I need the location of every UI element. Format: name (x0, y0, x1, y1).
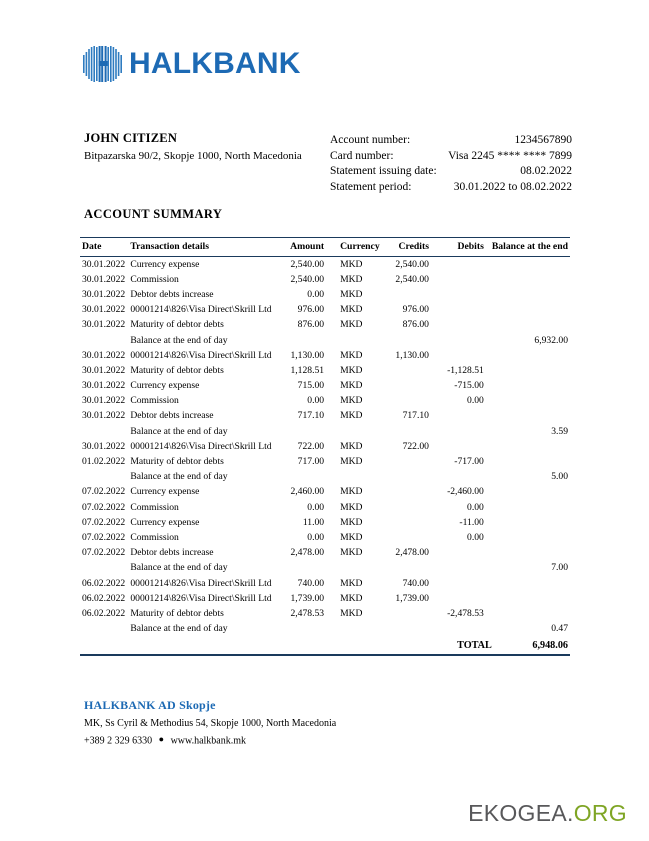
cell-debits (435, 424, 492, 439)
balance-end-of-day-row (80, 560, 570, 575)
balance-end-of-day-row (80, 469, 570, 484)
cell-date (80, 560, 130, 575)
footer-bank-name: HALKBANK AD Skopje (84, 698, 216, 712)
cell-currency (334, 424, 384, 439)
card-number-label: Card number: (330, 149, 394, 162)
cell-balance (492, 530, 570, 545)
cell-balance (492, 378, 570, 393)
cell-credits: 1,130.00 (395, 349, 429, 361)
cell-date: 30.01.2022 (82, 364, 126, 376)
table-row (80, 515, 570, 530)
column-header-date: Date (80, 238, 130, 257)
table-row (80, 439, 570, 454)
footer-address: MK, Ss Cyril & Methodius 54, Skopje 1000, North Macedonia (84, 718, 337, 729)
column-header-details: Transaction details (130, 238, 276, 257)
cell-details: Maturity of debtor debts (130, 456, 224, 468)
table-row (80, 348, 570, 363)
table-row (80, 606, 570, 621)
account-info-row (330, 180, 572, 196)
cell-amount: 2,460.00 (290, 486, 325, 498)
cell-date: 30.01.2022 (82, 258, 126, 270)
account-number-value: 1234567890 (514, 134, 572, 146)
bank-logo (83, 46, 301, 82)
cell-details: Balance at the end of day (130, 425, 228, 437)
table-row (80, 408, 570, 423)
cell-date: 30.01.2022 (82, 304, 126, 316)
cell-currency: MKD (340, 501, 363, 513)
cell-credits (384, 560, 435, 575)
cell-credits (384, 530, 435, 545)
table-total-row (80, 636, 570, 654)
cell-credits (384, 378, 435, 393)
cell-credits: 740.00 (402, 577, 429, 589)
cell-credits (384, 424, 435, 439)
cell-amount: 11.00 (302, 516, 325, 528)
cell-date: 07.02.2022 (82, 501, 126, 513)
cell-currency: MKD (340, 440, 363, 452)
cell-credits (384, 363, 435, 378)
cell-balance (492, 302, 570, 317)
cell-date: 07.02.2022 (82, 531, 126, 543)
cell-balance: 5.00 (551, 471, 568, 483)
cell-amount: 876.00 (297, 319, 325, 331)
cell-credits: 722.00 (402, 440, 429, 452)
cell-debits: 0.00 (467, 501, 484, 513)
cell-date: 07.02.2022 (82, 516, 126, 528)
cell-debits (435, 575, 492, 590)
cell-balance (492, 408, 570, 423)
cell-debits: 0.00 (467, 395, 484, 407)
cell-debits (435, 272, 492, 287)
cell-date: 07.02.2022 (82, 486, 126, 498)
issuing-date-label: Statement issuing date: (330, 165, 437, 178)
issuing-date-value: 08.02.2022 (520, 165, 572, 178)
cell-date: 30.01.2022 (82, 319, 126, 331)
footer-phone: +389 2 329 6330 (84, 735, 153, 747)
cell-date: 30.01.2022 (82, 349, 126, 361)
account-info-block (330, 133, 572, 195)
account-summary-table (80, 237, 570, 654)
cell-amount (277, 424, 334, 439)
cell-debits: -715.00 (454, 380, 484, 392)
bullet-separator-icon: ● (158, 734, 165, 744)
cell-currency (334, 332, 384, 347)
cell-debits (435, 348, 492, 363)
cell-currency: MKD (340, 410, 363, 422)
cell-currency: MKD (340, 456, 363, 468)
cell-credits (384, 287, 435, 302)
cell-debits (435, 287, 492, 302)
column-header-currency: Currency (334, 238, 384, 257)
account-info-row (330, 149, 572, 165)
cell-date: 30.01.2022 (82, 395, 126, 407)
cell-amount: 740.00 (297, 577, 325, 589)
cell-amount: 976.00 (297, 304, 325, 316)
card-number-value: Visa 2245 **** **** 7899 (448, 149, 572, 162)
cell-balance (492, 575, 570, 590)
cell-debits: 0.00 (467, 531, 484, 543)
cell-credits (384, 469, 435, 484)
customer-name: JOHN CITIZEN (84, 131, 178, 145)
cell-amount: 1,130.00 (290, 349, 325, 361)
cell-date: 30.01.2022 (82, 380, 126, 392)
cell-credits: 876.00 (402, 319, 429, 331)
cell-currency: MKD (340, 288, 363, 300)
cell-amount: 715.00 (297, 380, 325, 392)
table-row (80, 545, 570, 560)
cell-currency: MKD (340, 577, 363, 589)
cell-debits (435, 439, 492, 454)
cell-balance (492, 272, 570, 287)
cell-currency: MKD (340, 607, 363, 619)
table-row (80, 393, 570, 408)
cell-credits: 717.10 (402, 410, 429, 422)
cell-details: Maturity of debtor debts (130, 607, 224, 619)
cell-debits (435, 332, 492, 347)
balance-end-of-day-row (80, 621, 570, 636)
cell-date: 07.02.2022 (82, 547, 126, 559)
page-title: ACCOUNT SUMMARY (84, 207, 223, 221)
cell-balance (492, 348, 570, 363)
cell-debits (435, 408, 492, 423)
watermark-primary: EKOGEA. (468, 800, 574, 826)
halkbank-h-mark-icon (83, 46, 123, 82)
table-row (80, 272, 570, 287)
cell-amount: 1,128.51 (290, 364, 325, 376)
cell-details: 00001214\826\Visa Direct\Skrill Ltd (130, 592, 272, 604)
cell-date (80, 332, 130, 347)
table-row (80, 378, 570, 393)
cell-details: 00001214\826\Visa Direct\Skrill Ltd (130, 440, 272, 452)
cell-details: Balance at the end of day (130, 562, 228, 574)
cell-credits (384, 332, 435, 347)
cell-currency: MKD (340, 531, 363, 543)
cell-debits: -1,128.51 (447, 364, 484, 376)
table-bottom-rule (80, 654, 570, 656)
cell-credits (384, 621, 435, 636)
cell-balance (492, 545, 570, 560)
customer-block (84, 131, 334, 162)
cell-amount: 717.00 (297, 456, 325, 468)
cell-balance: 0.47 (551, 623, 568, 635)
cell-credits (384, 454, 435, 469)
cell-amount: 2,540.00 (290, 258, 325, 270)
cell-credits (384, 484, 435, 499)
cell-details: Currency expense (130, 380, 200, 392)
cell-details: 00001214\826\Visa Direct\Skrill Ltd (130, 577, 272, 589)
bank-logo-text: HALKBANK (129, 47, 301, 80)
cell-amount: 0.00 (307, 501, 325, 513)
cell-balance (492, 484, 570, 499)
balance-end-of-day-row (80, 424, 570, 439)
table-row (80, 591, 570, 606)
cell-debits (435, 256, 492, 272)
cell-amount: 2,540.00 (290, 273, 325, 285)
cell-currency: MKD (340, 547, 363, 559)
cell-amount (277, 469, 334, 484)
cell-details: Balance at the end of day (130, 623, 228, 635)
cell-details: Currency expense (130, 516, 200, 528)
cell-amount: 2,478.00 (290, 547, 325, 559)
cell-date (80, 469, 130, 484)
table-row (80, 317, 570, 332)
cell-date: 30.01.2022 (82, 273, 126, 285)
table-header (80, 238, 570, 257)
cell-date: 06.02.2022 (82, 592, 126, 604)
cell-details: Maturity of debtor debts (130, 319, 224, 331)
cell-amount: 722.00 (297, 440, 325, 452)
table-row (80, 287, 570, 302)
cell-details: 00001214\826\Visa Direct\Skrill Ltd (130, 304, 272, 316)
cell-balance (492, 287, 570, 302)
table-body (80, 256, 570, 654)
cell-balance (492, 393, 570, 408)
table-row (80, 302, 570, 317)
cell-balance (492, 454, 570, 469)
cell-balance: 7.00 (551, 562, 568, 574)
footer-website[interactable]: www.halkbank.mk (170, 735, 247, 747)
cell-amount (277, 560, 334, 575)
cell-credits: 2,478.00 (395, 547, 429, 559)
table-row (80, 484, 570, 499)
cell-debits (435, 469, 492, 484)
cell-amount: 1,739.00 (290, 592, 325, 604)
cell-balance (492, 515, 570, 530)
cell-currency: MKD (340, 516, 363, 528)
cell-amount: 0.00 (307, 531, 325, 543)
cell-details: Currency expense (130, 486, 200, 498)
cell-debits: -11.00 (459, 516, 484, 528)
footer-contact (84, 734, 504, 747)
cell-credits: 2,540.00 (395, 273, 429, 285)
cell-balance (492, 317, 570, 332)
cell-details: Debtor debts increase (130, 547, 214, 559)
cell-debits: -717.00 (454, 456, 484, 468)
cell-details: Debtor debts increase (130, 410, 214, 422)
cell-currency (334, 560, 384, 575)
cell-balance (492, 439, 570, 454)
cell-balance (492, 256, 570, 272)
cell-details: Commission (130, 531, 179, 543)
total-value: 6,948.06 (532, 640, 568, 652)
cell-currency (334, 469, 384, 484)
cell-date: 06.02.2022 (82, 577, 126, 589)
cell-details: Commission (130, 501, 179, 513)
cell-date: 06.02.2022 (82, 607, 126, 619)
cell-balance (492, 591, 570, 606)
table-row (80, 363, 570, 378)
cell-amount: 0.00 (307, 395, 325, 407)
cell-details: Debtor debts increase (130, 288, 214, 300)
cell-debits: -2,478.53 (447, 607, 484, 619)
balance-end-of-day-row (80, 332, 570, 347)
watermark (468, 800, 627, 827)
cell-debits (435, 591, 492, 606)
cell-currency: MKD (340, 364, 363, 376)
account-summary-table-wrap (80, 237, 570, 656)
cell-currency: MKD (340, 380, 363, 392)
cell-debits (435, 317, 492, 332)
cell-currency: MKD (340, 349, 363, 361)
cell-credits (384, 606, 435, 621)
cell-debits (435, 545, 492, 560)
cell-balance (492, 500, 570, 515)
cell-date (80, 621, 130, 636)
cell-date: 30.01.2022 (82, 288, 126, 300)
cell-currency: MKD (340, 273, 363, 285)
cell-amount: 0.00 (307, 288, 325, 300)
cell-amount: 717.10 (297, 410, 325, 422)
cell-balance (492, 606, 570, 621)
table-header-row (80, 238, 570, 257)
watermark-accent: ORG (573, 800, 627, 826)
cell-amount (277, 621, 334, 636)
cell-currency: MKD (340, 486, 363, 498)
cell-date: 30.01.2022 (82, 410, 126, 422)
total-spacer (80, 636, 435, 654)
cell-date: 01.02.2022 (82, 456, 126, 468)
cell-details: Commission (130, 395, 179, 407)
cell-details: Maturity of debtor debts (130, 364, 224, 376)
cell-currency: MKD (340, 258, 363, 270)
table-row (80, 530, 570, 545)
cell-balance (492, 363, 570, 378)
table-row (80, 454, 570, 469)
cell-date: 30.01.2022 (82, 440, 126, 452)
table-row (80, 575, 570, 590)
footer-block (84, 698, 504, 747)
cell-balance: 6,932.00 (534, 334, 568, 346)
cell-details: Currency expense (130, 258, 200, 270)
total-label: TOTAL (457, 640, 492, 652)
cell-amount: 2,478.53 (290, 607, 325, 619)
cell-currency: MKD (340, 319, 363, 331)
cell-details: Commission (130, 273, 179, 285)
account-info-row (330, 164, 572, 180)
cell-debits: -2,460.00 (447, 486, 484, 498)
column-header-debits: Debits (435, 238, 492, 257)
cell-currency: MKD (340, 395, 363, 407)
cell-credits: 976.00 (402, 304, 429, 316)
cell-debits (435, 560, 492, 575)
account-info-row (330, 133, 572, 149)
cell-details: Balance at the end of day (130, 334, 228, 346)
statement-period-label: Statement period: (330, 180, 412, 193)
cell-credits: 2,540.00 (395, 258, 429, 270)
cell-date (80, 424, 130, 439)
column-header-amount: Amount (277, 238, 334, 257)
cell-currency: MKD (340, 592, 363, 604)
cell-debits (435, 302, 492, 317)
table-row (80, 500, 570, 515)
cell-currency: MKD (340, 304, 363, 316)
cell-balance: 3.59 (551, 425, 568, 437)
cell-credits: 1,739.00 (395, 592, 429, 604)
cell-credits (384, 393, 435, 408)
table-row (80, 256, 570, 272)
cell-debits (435, 621, 492, 636)
cell-details: 00001214\826\Visa Direct\Skrill Ltd (130, 349, 272, 361)
account-number-label: Account number: (330, 134, 411, 146)
cell-credits (384, 515, 435, 530)
column-header-balance: Balance at the end (492, 238, 570, 257)
cell-currency (334, 621, 384, 636)
customer-address: Bitpazarska 90/2, Skopje 1000, North Macedonia (84, 150, 302, 162)
cell-amount (277, 332, 334, 347)
column-header-credits: Credits (384, 238, 435, 257)
cell-credits (384, 500, 435, 515)
statement-period-value: 30.01.2022 to 08.02.2022 (453, 180, 572, 193)
cell-details: Balance at the end of day (130, 471, 228, 483)
